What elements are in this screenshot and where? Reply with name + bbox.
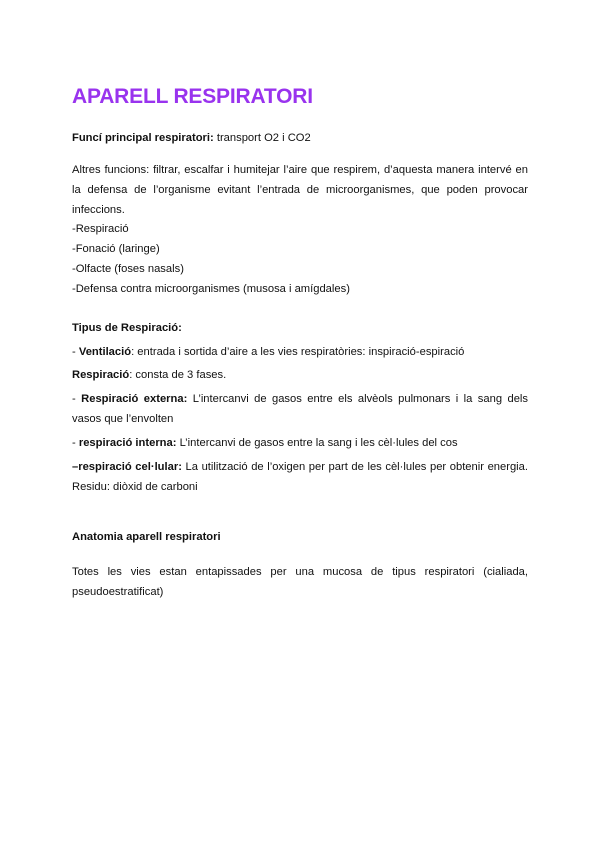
respiration-types-heading: Tipus de Respiració: (72, 322, 182, 334)
external-label: Respiració externa: (81, 393, 188, 405)
anatomy-paragraph: Totes les vies estan entapissades per una mucosa de tipus respiratori (cialiada, pseudoestratificat) (72, 566, 528, 598)
ventilation-prefix: - (72, 346, 79, 358)
ventilation-text: : entrada i sortida d’aire a les vies respiratòries: inspiració-espiració (131, 346, 465, 358)
other-functions-paragraph: Altres funcions: filtrar, escalfar i humitejar l’aire que respirem, d’aquesta manera intervé en la defensa de l’organisme evitant l’entrada de microorganismes, que poden provocar infeccions. (72, 164, 528, 216)
internal-prefix: - (72, 437, 79, 449)
cellular-label: –respiració cel·lular: (72, 461, 182, 473)
ventilation-label: Ventilació (78, 346, 132, 358)
anatomy-heading: Anatomia aparell respiratori (72, 531, 221, 543)
page-title: APARELL RESPIRATORI (72, 85, 313, 108)
function-item: -Olfacte (foses nasals) (72, 263, 184, 275)
function-item: -Defensa contra microorganismes (musosa i amígdales) (72, 283, 350, 295)
main-function-text: transport O2 i CO2 (213, 132, 311, 144)
internal-respiration-line (72, 433, 458, 453)
respiration-label: Respiració (72, 369, 130, 381)
respiration-text: : consta de 3 fases. (129, 369, 227, 381)
respiration-line (72, 365, 226, 385)
cellular-text: La utilització de l’oxigen per part de les cèl·lules per obtenir energia. Residu: diòxid de carboni (72, 461, 528, 493)
internal-text: L’intercanvi de gasos entre la sang i les cèl·lules del cos (176, 437, 458, 449)
internal-label: respiració interna: (78, 437, 177, 449)
external-respiration-paragraph (72, 389, 528, 429)
ventilation-line (72, 342, 464, 362)
function-item: -Fonació (laringe) (72, 243, 160, 255)
cellular-respiration-paragraph (72, 457, 528, 497)
main-function-line (72, 128, 311, 148)
external-prefix: - (72, 393, 82, 405)
function-item: -Respiració (72, 223, 129, 235)
external-text: L’intercanvi de gasos entre els alvèols pulmonars i la sang dels vasos que l’envolten (72, 393, 529, 425)
main-function-label: Funcí principal respiratori: (72, 132, 214, 144)
